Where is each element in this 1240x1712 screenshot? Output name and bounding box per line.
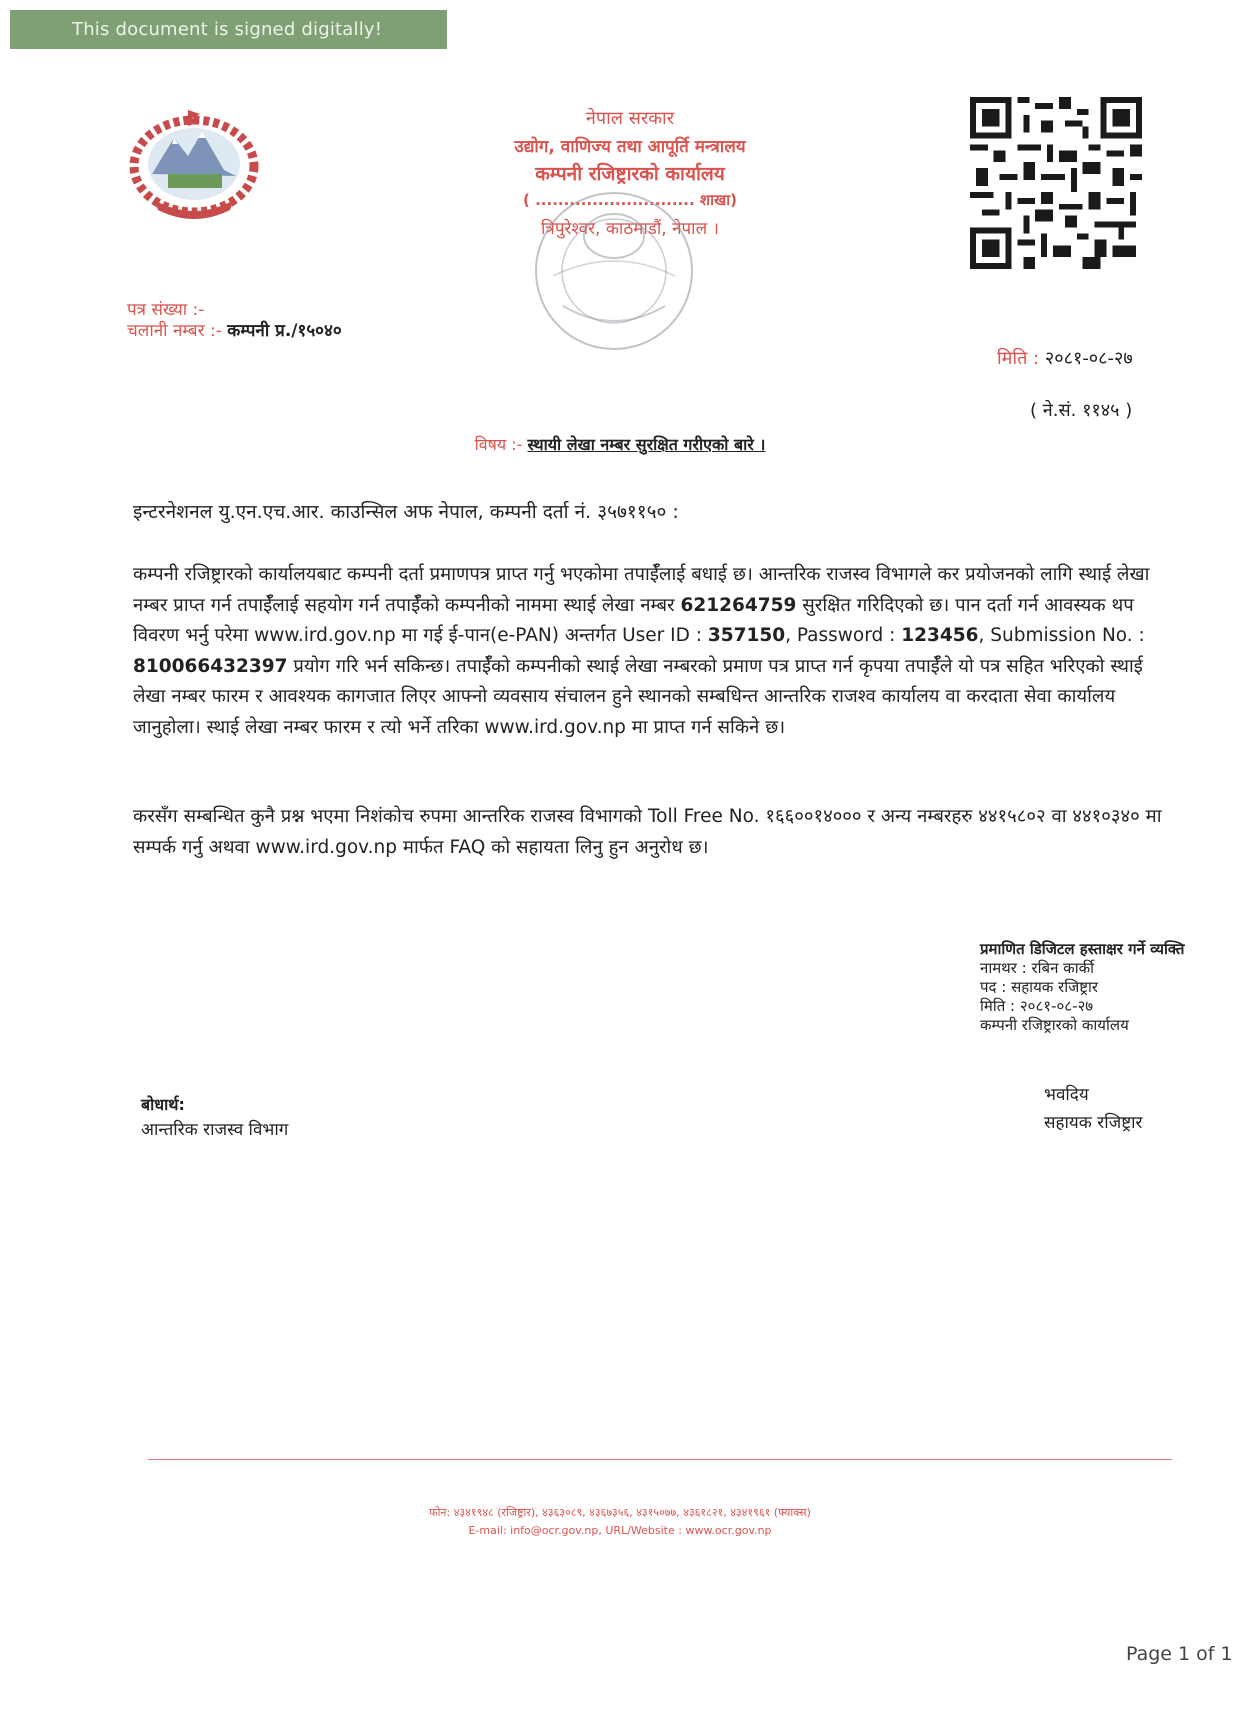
date-label: मिति : <box>997 348 1040 369</box>
date-value: २०८१-०८-२७ <box>1044 348 1133 369</box>
password-value: 123456 <box>901 625 979 646</box>
p1-text-c: , Password : <box>785 625 896 646</box>
letter-date <box>997 346 1133 370</box>
qr-code <box>970 97 1142 269</box>
subject-line <box>0 433 1240 455</box>
signer-post: पद : सहायक रजिष्ट्रार <box>980 978 1098 996</box>
closing-bhavadiya: भवदिय <box>1044 1085 1089 1105</box>
body-paragraph-1 <box>133 560 1163 743</box>
signer-date: मिति : २०८१-०८-२७ <box>980 997 1094 1015</box>
chalani-number <box>127 318 342 341</box>
cc-label: बोधार्थ: <box>141 1095 185 1114</box>
subject-label: विषय :- <box>474 435 523 454</box>
header-ministry: उद्योग, वाणिज्य तथा आपूर्ति मन्त्रालय <box>514 137 746 157</box>
footer-phone: फोन: ४३४१९४८ (रजिष्ट्रार), ४३६३०८९, ४३६७३५६, ४३१५०७७, ४३६१८२१, ४३४१९६१ (फ्याक्स) <box>429 1506 811 1519</box>
p1-text-e: प्रयोग गरि भर्न सकिन्छ। तपाईँको कम्पनीको स्थाई लेखा नम्बरको प्रमाण पत्र प्राप्त गर्न कृपया तपाईँले यो पत्र सहित भरिएको स्थाई लेखा नम्बर फारम र आवश्यक कागजात लिएर आफ्नो व्यवसाय संचालन हुने स्थानको सम्बधिन्त आन्तरिक राजश्व कार्यालय वा करदाता सेवा कार्यालय जानुहोला। स्थाई लेखा नम्बर फारम र त्यो भर्ने तरिका www.ird.gov.np मा प्राप्त गर्न सकिने छ। <box>133 655 1143 738</box>
digital-signature-banner: This document is signed digitally! <box>10 10 447 49</box>
nepal-sambat-date: ( ने.सं. ११४५ ) <box>1030 400 1133 421</box>
p1-text-d: , Submission No. : <box>978 625 1145 646</box>
chalani-value: कम्पनी प्र./१५०४० <box>227 321 342 341</box>
header-office: कम्पनी रजिष्ट्रारको कार्यालय <box>535 163 725 185</box>
signer-name: नामथर : रबिन कार्की <box>980 959 1094 977</box>
closing-designation: सहायक रजिष्ट्रार <box>1044 1113 1143 1133</box>
addressee: इन्टरनेशनल यु.एन.एच.आर. काउन्सिल अफ नेपाल, कम्पनी दर्ता नं. ३५७११५० : <box>133 501 679 523</box>
footer-email: E-mail: info@ocr.gov.np, URL/Website : www.ocr.gov.np <box>468 1524 772 1537</box>
body-paragraph-2: करसँग सम्बन्धित कुनै प्रश्न भएमा निशंकोच रुपमा आन्तरिक राजस्व विभागको Toll Free No. १६६००१४००० र अन्य नम्बरहरु ४४१५८०२ वा ४४१०३४० मा सम्पर्क गर्नु अथवा www.ird.gov.np मार्फत FAQ को सहायता लिनु हुन अनुरोध छ। <box>133 806 1162 858</box>
chalani-label: चलानी नम्बर :- <box>127 321 222 341</box>
header-address: त्रिपुरेश्वर, काठमाडौं, नेपाल । <box>541 219 719 239</box>
p1-text-b: सुरक्षित गरिदिएको छ। पान दर्ता गर्न आवस्यक थप विवरण भर्नु परेमा www.ird.gov.np मा गई ई-पान(e-PAN) अन्तर्गत User ID : <box>133 594 1134 646</box>
patra-sankhya-label: पत्र संख्या :- <box>127 300 205 320</box>
subject-text: स्थायी लेखा नम्बर सुरक्षित गरीएको बारे । <box>527 435 766 454</box>
p1-text-a: कम्पनी रजिष्ट्रारको कार्यालयबाट कम्पनी दर्ता प्रमाणपत्र प्राप्त गर्नु भएकोमा तपाईँलाई बधाई छ। आन्तरिक राजस्व विभागले कर प्रयोजनको लागि स्थाई लेखा नम्बर प्राप्त गर्न तपाईँलाई सहयोग गर्न तपाईँको कम्पनीको नाममा स्थाई लेखा नम्बर <box>133 564 1150 616</box>
nepal-emblem-icon <box>128 104 260 222</box>
page-number: Page 1 of 1 <box>1126 1643 1233 1665</box>
pan-number: 621264759 <box>680 594 797 616</box>
signer-title: प्रमाणित डिजिटल हस्ताक्षर गर्ने व्यक्ति <box>980 940 1185 958</box>
header-branch: ( ............................ शाखा) <box>523 191 737 209</box>
footer-divider <box>148 1459 1172 1460</box>
user-id: 357150 <box>707 625 786 646</box>
cc-recipient: आन्तरिक राजस्व विभाग <box>141 1120 289 1140</box>
digital-signer-block <box>980 940 1184 1035</box>
submission-number: 810066432397 <box>133 655 288 677</box>
office-stamp-seal <box>523 186 705 356</box>
header-government: नेपाल सरकार <box>585 108 675 129</box>
signer-office: कम्पनी रजिष्ट्रारको कार्यालय <box>980 1016 1129 1034</box>
